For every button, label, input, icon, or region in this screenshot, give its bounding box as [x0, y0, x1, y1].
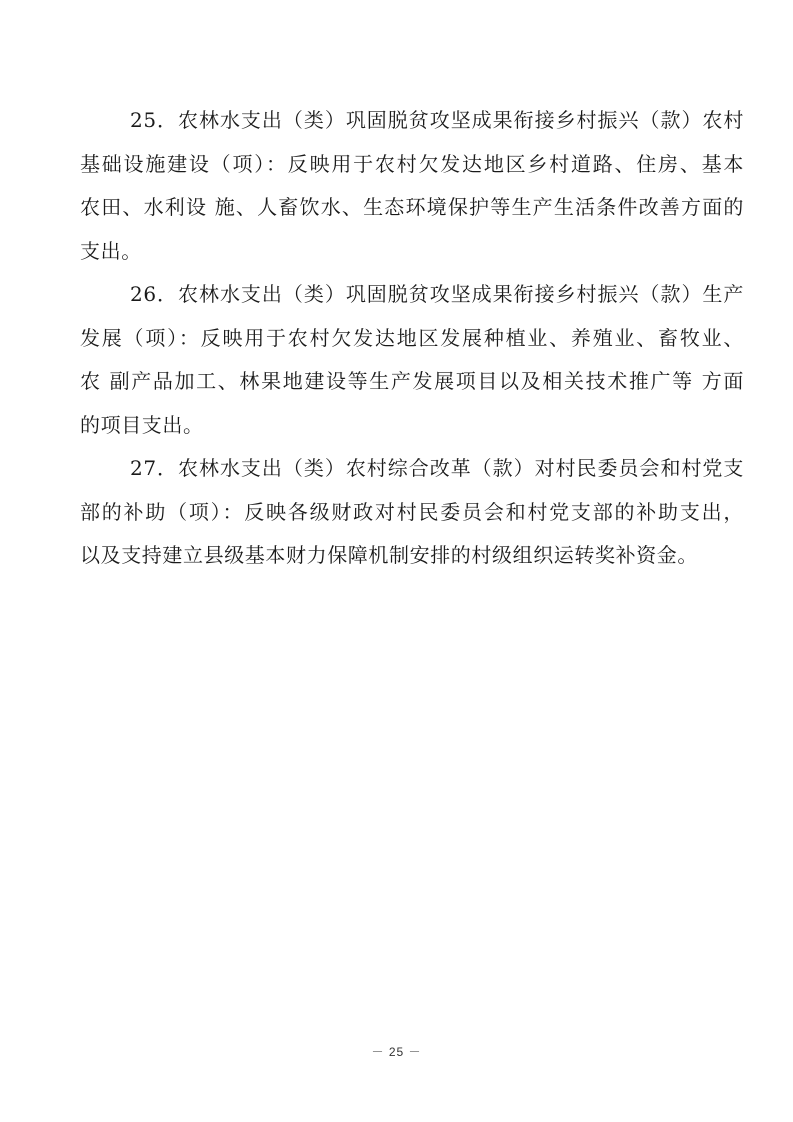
paragraph-26 — [80, 273, 744, 447]
paragraph-line: 支出。 — [80, 238, 142, 263]
paragraph-25 — [80, 99, 744, 273]
paragraph-line: 部的补助（项）：反映各级财政对村民委员会和村党支部的补助支出， — [80, 499, 744, 524]
paragraph-27 — [80, 447, 744, 578]
paragraph-line: 26．农林水支出（类）巩固脱贫攻坚成果衔接乡村振兴（款）生产 — [130, 282, 744, 306]
page-number: － 25 － — [371, 1045, 422, 1059]
paragraph-line: 以及支持建立县级基本财力保障机制安排的村级组织运转奖补资金。 — [80, 543, 698, 567]
document-body — [80, 99, 744, 578]
paragraph-line: 的项目支出。 — [80, 412, 204, 437]
paragraph-line: 农田、水利设 施、人畜饮水、生态环境保护等生产生活条件改善方面的 — [80, 195, 744, 219]
paragraph-line: 27．农林水支出（类）农村综合改革（款）对村民委员会和村党支 — [130, 456, 744, 480]
paragraph-line: 发展（项）：反映用于农村欠发达地区发展种植业、养殖业、畜牧业、 — [80, 325, 744, 350]
paragraph-line: 25．农林水支出（类）巩固脱贫攻坚成果衔接乡村振兴（款）农村 — [130, 108, 744, 132]
paragraph-line: 农 副产品加工、林果地建设等生产发展项目以及相关技术推广等 方面 — [80, 369, 744, 393]
paragraph-line: 基础设施建设（项）：反映用于农村欠发达地区乡村道路、住房、基本 — [80, 151, 744, 176]
